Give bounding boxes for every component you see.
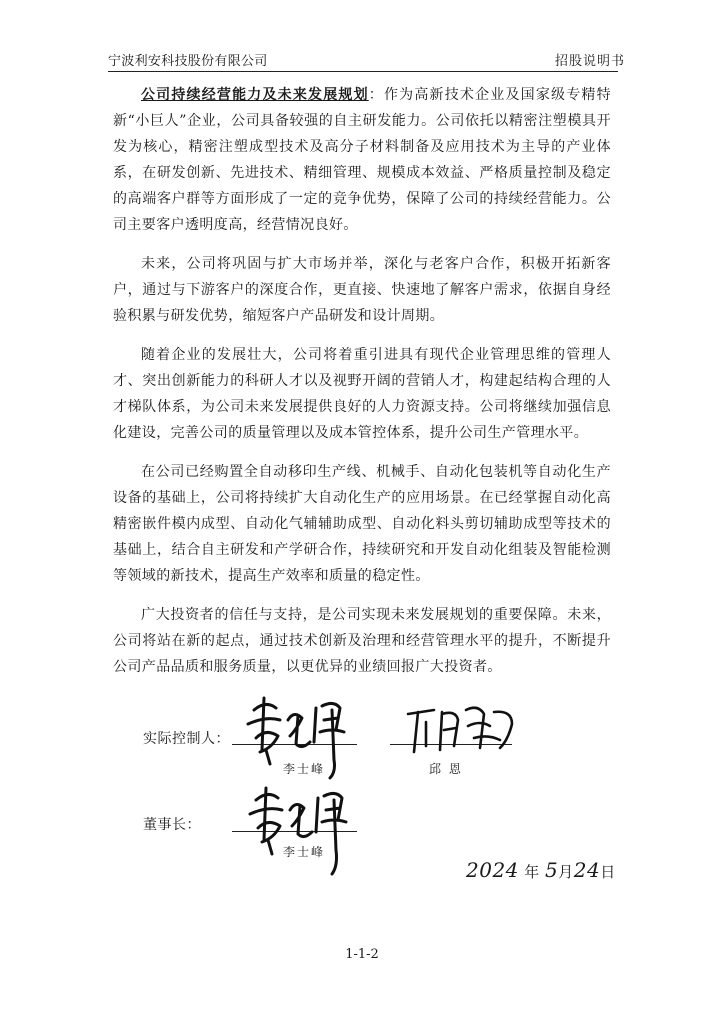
- header-company-name: 宁波利安科技股份有限公司: [108, 54, 268, 69]
- paragraph-3: 随着企业的发展壮大，公司将着重引进具有现代企业管理思维的管理人才、突出创新能力的科研人才以及视野开阔的营销人才，构建起结构合理的人才梯队体系，为公司未来发展提供良好的人力资源支持。公司将继续加强信息化建设，完善公司的质量管理以及成本管控体系，提升公司生产管理水平。: [113, 347, 611, 441]
- page-number: 1-1-2: [345, 947, 379, 962]
- signing-date: [466, 858, 616, 882]
- controller-name-1: 李士峰: [283, 762, 326, 776]
- paragraph-1-text: ：作为高新技术企业及国家级专精特新“小巨人”企业，公司具备较强的自主研发能力。公司依托以精密注塑模具开发为核心，精密注塑成型技术及高分子材料制备及应用技术为主导的产业体系，在研发创新、先进技术、精细管理、规模成本效益、严格质量控制及稳定的高端客户群等方面形成了一定的竞争优势，保障了公司的持续经营能力。公司主要客户透明度高，经营情况良好。: [113, 87, 611, 233]
- paragraph-4: 在公司已经购置全自动移印生产线、机械手、自动化包装机等自动化生产设备的基础上，公司将持续扩大自动化生产的应用场景。在已经掌握自动化高精密嵌件模内成型、自动化气辅辅助成型、自动化料头剪切辅助成型等技术的基础上，结合自主研发和产学研合作，持续研究和开发自动化组装及智能检测等领域的新技术，提高生产效率和质量的稳定性。: [113, 464, 611, 584]
- header-document-type: 招股说明书: [555, 54, 626, 69]
- paragraph-5: 广大投资者的信任与支持，是公司实现未来发展规划的重要保障。未来，公司将站在新的起点，通过技术创新及治理和经营管理水平的提升，不断提升公司产品品质和服务质量，以更优异的业绩回报广大投资者。: [113, 607, 611, 675]
- chairman-name: 李士峰: [283, 845, 326, 859]
- controller-name-2: 邱 恩: [429, 762, 463, 776]
- header-divider: [108, 71, 618, 72]
- chairman-label: 董事长：: [143, 817, 201, 833]
- section-heading: 公司持续经营能力及未来发展规划: [141, 87, 369, 103]
- paragraph-1: [113, 82, 611, 238]
- date-year: 2024: [466, 858, 519, 882]
- date-year-unit: 年: [524, 863, 540, 881]
- chairman-signature-li-shifeng: [240, 778, 370, 878]
- date-day: 24: [573, 858, 601, 882]
- date-month: 5: [544, 858, 559, 882]
- document-body: [113, 82, 611, 693]
- controller-label: 实际控制人：: [143, 731, 230, 747]
- controller-signature-qiu-en: [404, 700, 519, 760]
- date-month-unit: 月: [558, 863, 574, 881]
- paragraph-2: 未来，公司将巩固与扩大市场并举，深化与老客户合作，积极开拓新客户，通过与下游客户的深度合作，更直接、快速地了解客户需求，依据自身经验积累与研发优势，缩短客户产品研发和设计周期。: [113, 256, 611, 324]
- date-day-unit: 日: [600, 863, 616, 881]
